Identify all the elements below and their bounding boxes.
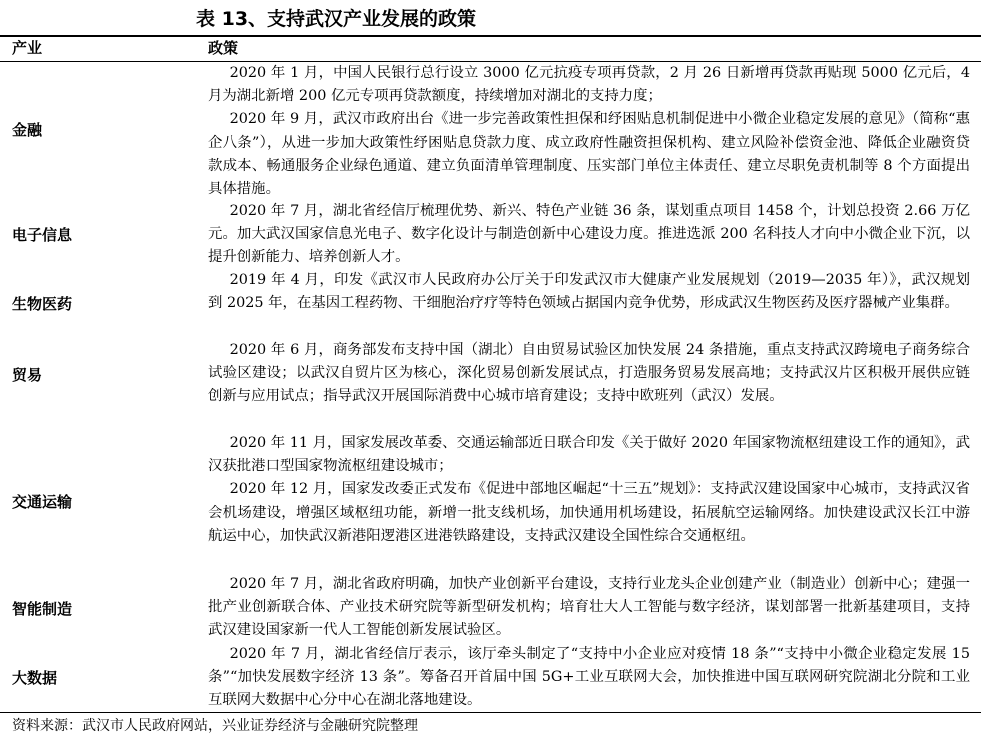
policy-text: 2020 年 7 月，湖北省经信厅表示，该厅牵头制定了“支持中小企业应对疫情 18 条”“支持中小微企业稳定发展 15 条”“加快发展数字经济 13 条”。筹备召开首届中国 5G+工业互联网大会，加快推进中国互联网研究院湖北分院和工业互联网大数据中心分中心在湖北落地建设。 xyxy=(208,646,970,709)
policy-cell xyxy=(208,269,970,315)
policy-cell xyxy=(208,200,970,270)
header-policy: 政策 xyxy=(208,39,239,57)
policy-text: 2020 年 6 月，商务部发布支持中国（湖北）自由贸易试验区加快发展 24 条措施，重点支持武汉跨境电子商务综合试验区建设；以武汉自贸片区为核心，深化贸易创新发展试点，打造服务贸易发展高地；支持武汉片区积极开展供应链创新与应用试点；指导武汉开展国际消费中心城市培育建设；支持中欧班列（武汉）发展。 xyxy=(208,342,970,405)
policy-text: 2020 年 1 月，中国人民银行总行设立 3000 亿元抗疫专项再贷款，2 月 26 日新增再贷款再贴现 5000 亿元后，4 月为湖北新增 200 亿元专项再贷款额度，持续增加对湖北的支持力度； xyxy=(208,65,970,105)
policy-text: 2020 年 12 月，国家发改委正式发布《促进中部地区崛起“十三五”规划》：支持武汉建设国家中心城市，支持武汉省会机场建设，增强区域枢纽功能，新增一批支线机场，加快通用机场建设，拓展航空运输网络。加快建设武汉长江中游航运中心，加快武汉新港阳逻港区进港铁路建设，支持武汉建设全国性综合交通枢纽。 xyxy=(208,481,970,544)
table-title: 表 13、支持武汉产业发展的政策 xyxy=(196,8,477,30)
table-row-intelligent-manufacturing xyxy=(0,573,981,643)
policy-text: 2019 年 4 月，印发《武汉市人民政府办公厅关于印发武汉市大健康产业发展规划（2019—2035 年）》，武汉规划到 2025 年，在基因工程药物、干细胞治疗疗等特色领域占据国内竞争优势，形成武汉生物医药及医疗器械产业集群。 xyxy=(208,272,970,312)
policy-text: 2020 年 11 月，国家发展改革委、交通运输部近日联合印发《关于做好 2020 年国家物流枢纽建设工作的通知》，武汉获批港口型国家物流枢纽建设城市； xyxy=(208,435,971,475)
industry-label: 贸易 xyxy=(12,366,43,384)
table-row-big-data xyxy=(0,643,981,712)
industry-label: 大数据 xyxy=(12,669,58,687)
source-note: 资料来源：武汉市人民政府网站，兴业证券经济与金融研究院整理 xyxy=(12,718,418,734)
table-row-transport xyxy=(0,432,981,573)
industry-label: 智能制造 xyxy=(12,600,73,618)
policy-cell xyxy=(208,62,970,201)
policy-cell xyxy=(208,432,970,548)
industry-label: 交通运输 xyxy=(12,493,73,511)
top-rule xyxy=(0,35,981,37)
industry-label: 金融 xyxy=(12,121,43,139)
table-row-biomedicine xyxy=(0,269,981,339)
policy-text: 2020 年 9 月，武汉市政府出台《进一步完善政策性担保和纾困贴息机制促进中小微企业稳定发展的意见》（简称“惠企八条”），从进一步加大政策性纾困贴息贷款力度、成立政府性融资担保机构、建立风险补偿资金池、降低企业融资贷款成本、畅通服务企业绿色通道、建立负面清单管理制度、压实部门单位主体责任、建立尽职免责机制等 8 个方面提出具体措施。 xyxy=(208,111,970,198)
table-row-trade xyxy=(0,339,981,432)
header-industry: 产业 xyxy=(12,39,43,57)
policy-cell xyxy=(208,339,970,409)
table-row-electronics xyxy=(0,200,981,269)
table-row-finance xyxy=(0,62,981,200)
policy-text: 2020 年 7 月，湖北省政府明确，加快产业创新平台建设，支持行业龙头企业创建产业（制造业）创新中心；建强一批产业创新联合体、产业技术研究院等新型研发机构；培育壮大人工智能与数字经济，谋划部署一批新基建项目，支持武汉建设国家新一代人工智能创新发展试验区。 xyxy=(208,576,970,639)
policy-cell xyxy=(208,573,970,643)
policy-text: 2020 年 7 月，湖北省经信厅梳理优势、新兴、特色产业链 36 条，谋划重点项目 1458 个，计划总投资 2.66 万亿元。加大武汉国家信息光电子、数字化设计与制造创新中心建设力度。推进选派 200 名科技人才向中小微企业下沉，以提升创新能力、培养创新人才。 xyxy=(208,203,970,266)
industry-label: 生物医药 xyxy=(12,295,73,313)
industry-label: 电子信息 xyxy=(12,226,73,244)
policy-cell xyxy=(208,643,970,713)
